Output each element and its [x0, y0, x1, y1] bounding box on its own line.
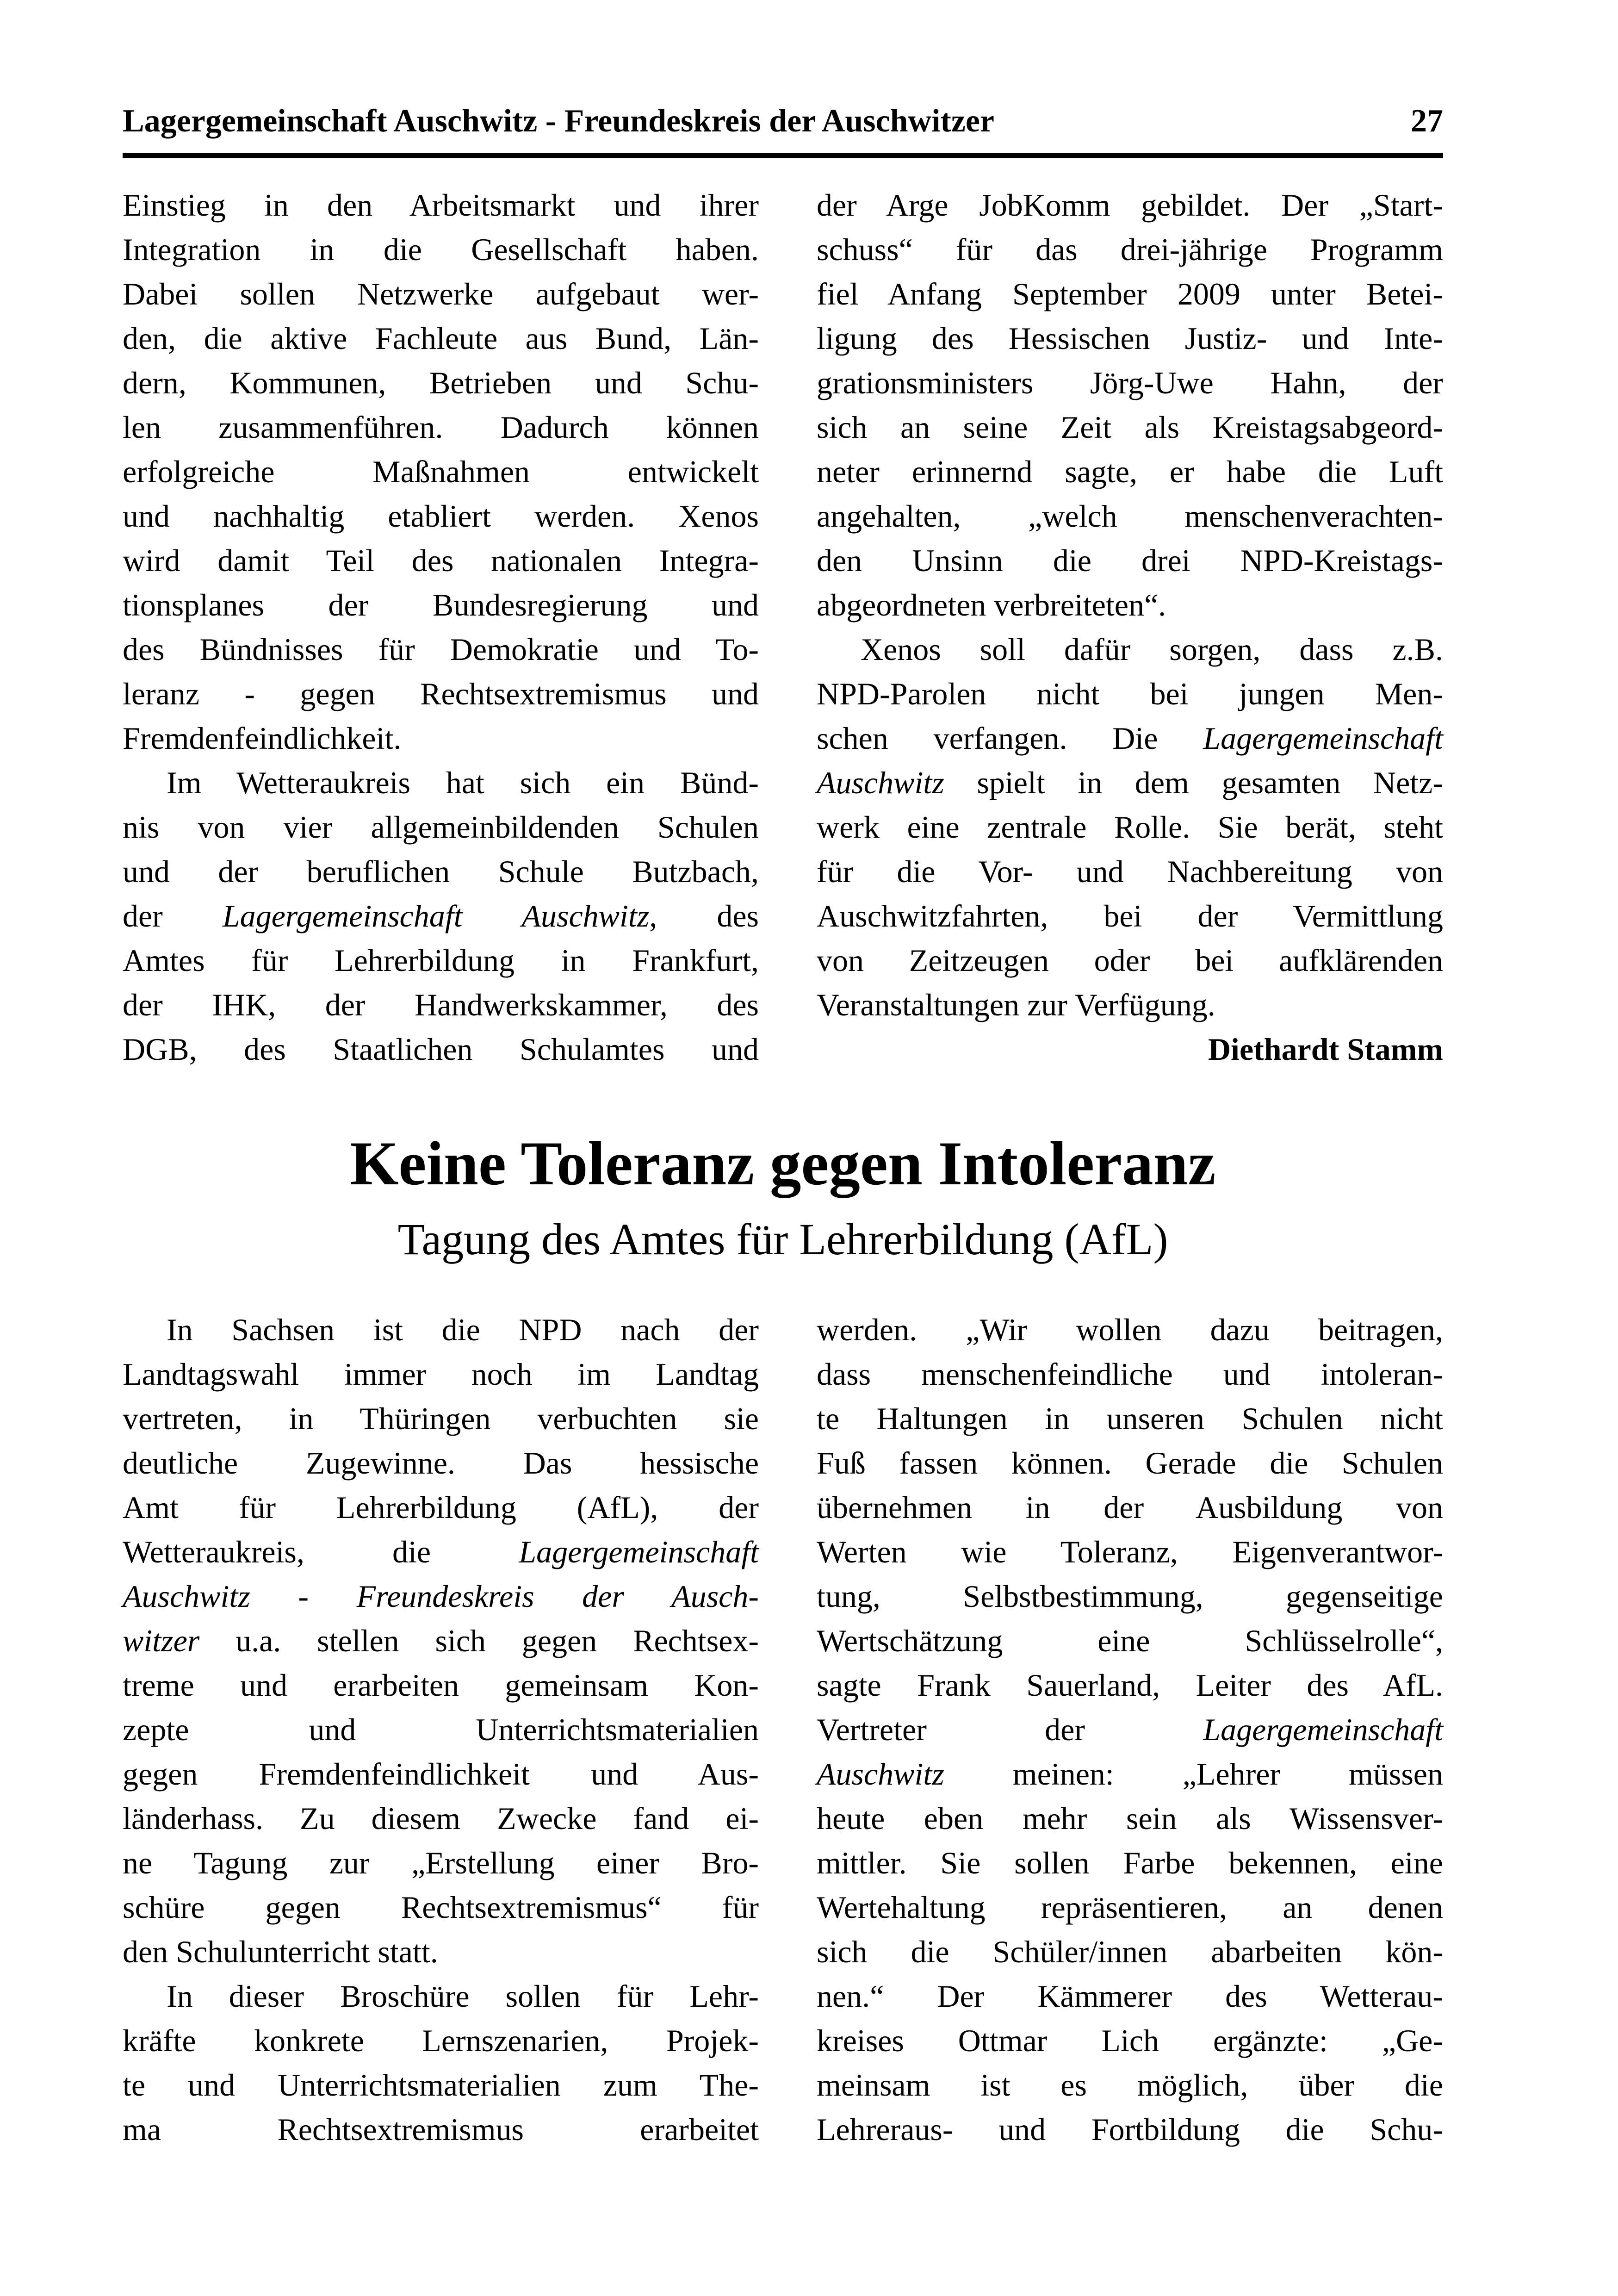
text-line: der IHK, der Handwerkskammer, des: [123, 987, 759, 1022]
text-line: heute eben mehr sein als Wissensver-: [817, 1801, 1443, 1836]
text-line: nis von vier allgemeinbildenden Schulen: [123, 809, 759, 845]
text-line: Dabei sollen Netzwerke aufgebaut wer-: [123, 276, 759, 311]
text-line: Auschwitzfahrten, bei der Vermittlung: [817, 898, 1443, 933]
text-line: In Sachsen ist die NPD nach der: [167, 1312, 759, 1347]
text-line: te Haltungen in unseren Schulen nicht: [817, 1401, 1443, 1436]
text-line: Lehreraus- und Fortbildung die Schu-: [817, 2112, 1443, 2147]
text-line: schen verfangen. Die Lagergemeinschaft: [817, 721, 1443, 756]
text-line: des Bündnisses für Demokratie und To-: [123, 632, 759, 667]
page-header: [123, 103, 1443, 140]
text-line: In dieser Broschüre sollen für Lehr-: [167, 1979, 759, 2014]
text-line: schuss“ für das drei-jährige Programm: [817, 232, 1443, 267]
text-line: tung, Selbstbestimmung, gegenseitige: [817, 1579, 1443, 1614]
text-line: der Arge JobKomm gebildet. Der „Start-: [817, 187, 1443, 223]
text-line: neter erinnernd sagte, er habe die Luft: [817, 454, 1443, 489]
text-line: treme und erarbeiten gemeinsam Kon-: [123, 1668, 759, 1703]
text-line: Im Wetteraukreis hat sich ein Bünd-: [167, 765, 759, 800]
article-xenos-right-column: [817, 183, 1443, 1071]
text-line: deutliche Zugewinne. Das hessische: [123, 1445, 759, 1481]
text-line: grationsministers Jörg-Uwe Hahn, der: [817, 365, 1443, 400]
text-line: den Schulunterricht statt.: [123, 1934, 438, 1969]
text-line: ma Rechtsextremismus erarbeitet: [123, 2112, 759, 2147]
text-line: len zusammenführen. Dadurch können: [123, 410, 759, 445]
section-title: Keine Toleranz gegen Intoleranz: [350, 1129, 1216, 1198]
text-line: Amtes für Lehrerbildung in Frankfurt,: [123, 943, 759, 978]
text-line: für die Vor- und Nachbereitung von: [817, 854, 1443, 889]
text-line: werden. „Wir wollen dazu beitragen,: [817, 1312, 1443, 1347]
text-line: wird damit Teil des nationalen Integra-: [123, 543, 759, 578]
article-xenos: [123, 183, 1443, 1071]
text-line: Xenos soll dafür sorgen, dass z.B.: [861, 632, 1443, 667]
text-line: kreises Ottmar Lich ergänzte: „Ge-: [817, 2023, 1443, 2058]
text-line: Vertreter der Lagergemeinschaft: [817, 1712, 1443, 1747]
text-line: Auschwitz - Freundeskreis der Ausch-: [123, 1579, 759, 1614]
text-line: den Unsinn die drei NPD-Kreistags-: [817, 543, 1443, 578]
section-subtitle: Tagung des Amtes für Lehrerbildung (AfL): [397, 1214, 1168, 1264]
text-line: Einstieg in den Arbeitsmarkt und ihrer: [123, 187, 759, 223]
text-line: nen.“ Der Kämmerer des Wetterau-: [817, 1979, 1443, 2014]
page-number: 27: [1411, 103, 1443, 139]
header-rule: [123, 153, 1443, 158]
article-tagung-right-column: [817, 1307, 1443, 2152]
text-line: ne Tagung zur „Erstellung einer Bro-: [123, 1845, 759, 1880]
text-line: Veranstaltungen zur Verfügung.: [817, 987, 1215, 1022]
text-line: NPD-Parolen nicht bei jungen Men-: [817, 676, 1443, 711]
text-line: den, die aktive Fachleute aus Bund, Län-: [123, 321, 759, 356]
header-title: Lagergemeinschaft Auschwitz - Freundeskreis der Auschwitzer: [123, 103, 994, 139]
text-line: Wertschätzung eine Schlüsselrolle“,: [817, 1623, 1443, 1658]
text-line: werk eine zentrale Rolle. Sie berät, steht: [817, 809, 1443, 845]
text-line: sich die Schüler/innen abarbeiten kön-: [817, 1934, 1443, 1969]
text-line: Fremdenfeindlichkeit.: [123, 721, 402, 756]
text-line: Auschwitz spielt in dem gesamten Netz-: [817, 765, 1443, 800]
text-line: sich an seine Zeit als Kreistagsabgeord-: [817, 410, 1443, 445]
text-line: Integration in die Gesellschaft haben.: [123, 232, 759, 267]
text-line: Fuß fassen können. Gerade die Schulen: [817, 1445, 1443, 1481]
article-tagung-left-column: [123, 1307, 759, 2152]
text-line: vertreten, in Thüringen verbuchten sie: [123, 1401, 759, 1436]
article-xenos-left-column: [123, 183, 759, 1071]
text-line: abgeordneten verbreiteten“.: [817, 587, 1166, 622]
text-line: Amt für Lehrerbildung (AfL), der: [123, 1490, 759, 1525]
text-line: der Lagergemeinschaft Auschwitz, des: [123, 898, 759, 933]
text-line: schüre gegen Rechtsextremismus“ für: [123, 1890, 759, 1925]
text-line: witzer u.a. stellen sich gegen Rechtsex-: [123, 1623, 759, 1658]
text-line: te und Unterrichtsmaterialien zum The-: [123, 2067, 759, 2103]
text-line: Wertehaltung repräsentieren, an denen: [817, 1890, 1443, 1925]
text-line: länderhass. Zu diesem Zwecke fand ei-: [123, 1801, 759, 1836]
text-line: tionsplanes der Bundesregierung und: [123, 587, 759, 622]
signature-line: Diethardt Stamm: [1208, 1032, 1443, 1067]
text-line: Wetteraukreis, die Lagergemeinschaft: [123, 1534, 759, 1569]
text-line: fiel Anfang September 2009 unter Betei-: [817, 276, 1443, 311]
article-tagung: [123, 1307, 1443, 2152]
text-line: Auschwitz meinen: „Lehrer müssen: [817, 1756, 1443, 1792]
column-gutter: [759, 1307, 817, 2152]
text-line: übernehmen in der Ausbildung von: [817, 1490, 1443, 1525]
text-line: mittler. Sie sollen Farbe bekennen, eine: [817, 1845, 1443, 1880]
text-line: ligung des Hessischen Justiz- und Inte-: [817, 321, 1443, 356]
text-line: leranz - gegen Rechtsextremismus und: [123, 676, 759, 711]
text-line: gegen Fremdenfeindlichkeit und Aus-: [123, 1756, 759, 1792]
text-line: dern, Kommunen, Betrieben und Schu-: [123, 365, 759, 400]
text-line: erfolgreiche Maßnahmen entwickelt: [123, 454, 759, 489]
text-line: meinsam ist es möglich, über die: [817, 2067, 1443, 2103]
text-line: von Zeitzeugen oder bei aufklärenden: [817, 943, 1443, 978]
text-line: DGB, des Staatlichen Schulamtes und: [123, 1032, 759, 1067]
column-gutter: [759, 183, 817, 1071]
text-line: und nachhaltig etabliert werden. Xenos: [123, 498, 759, 534]
text-line: angehalten, „welch menschenverachten-: [817, 498, 1443, 534]
text-line: dass menschenfeindliche und intoleran-: [817, 1356, 1443, 1392]
text-line: kräfte konkrete Lernszenarien, Projek-: [123, 2023, 759, 2058]
text-line: und der beruflichen Schule Butzbach,: [123, 854, 759, 889]
text-line: Landtagswahl immer noch im Landtag: [123, 1356, 759, 1392]
text-line: Werten wie Toleranz, Eigenverantwor-: [817, 1534, 1443, 1569]
text-line: zepte und Unterrichtsmaterialien: [123, 1712, 759, 1747]
text-line: sagte Frank Sauerland, Leiter des AfL.: [817, 1668, 1443, 1703]
